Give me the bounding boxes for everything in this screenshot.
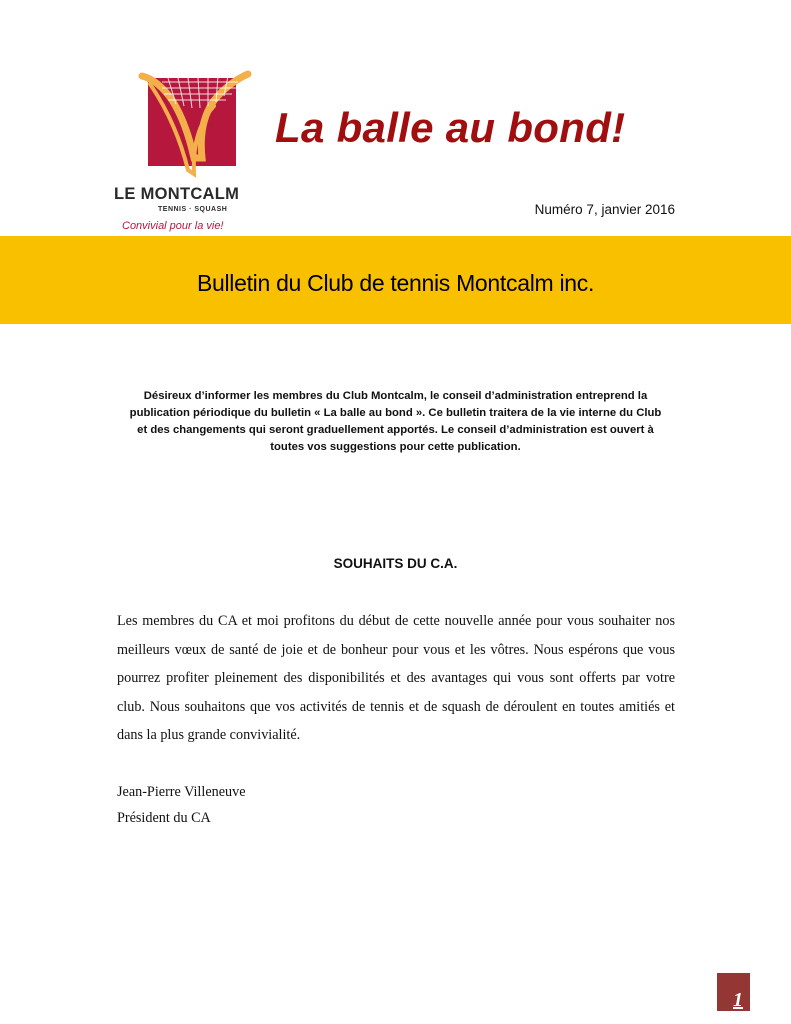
intro-line: publication périodique du bulletin « La balle au bond ». Ce bulletin traitera de la vie interne du Club — [129, 407, 662, 419]
logo-club-name: LE MONTCALM — [114, 185, 240, 203]
page-number: 1 — [733, 989, 743, 1011]
section-heading: SOUHAITS DU C.A. — [333, 556, 458, 571]
newsletter-title: La balle au bond! — [275, 104, 626, 151]
section-body: Les membres du CA et moi profitons du début de cette nouvelle année pour vous souhaiter nos meilleurs vœux de santé de joie et de bonheur pour vous et les vôtres. Nous espérons que vous pourrez profiter pleinement des disponibilités et des avantages qui vous sont offerts par votre club. Nous souhaitons que vos activités de tennis et de squash de déroulent en toutes amitiés et dans la plus grande convivialité. — [117, 613, 675, 743]
logo-subtitle: TENNIS · SQUASH — [158, 206, 228, 213]
intro-paragraph — [100, 388, 691, 456]
issue-number: Numéro 7, janvier 2016 — [534, 202, 675, 217]
banner-text: Bulletin du Club de tennis Montcalm inc. — [196, 270, 595, 296]
logo-tagline: Convivial pour la vie! — [122, 220, 224, 232]
intro-line: et des changements qui seront graduellement apportés. Le conseil d’administration est ouvert à — [137, 424, 654, 436]
club-logo — [108, 70, 278, 236]
page-number-box — [717, 973, 750, 1011]
intro-line: toutes vos suggestions pour cette publication. — [270, 441, 521, 453]
signature-role: Président du CA — [117, 810, 211, 826]
signature-name: Jean-Pierre Villeneuve — [117, 784, 246, 800]
tennis-racket-icon — [128, 70, 258, 180]
intro-line: Désireux d’informer les membres du Club Montcalm, le conseil d’administration entreprend la — [143, 390, 648, 402]
